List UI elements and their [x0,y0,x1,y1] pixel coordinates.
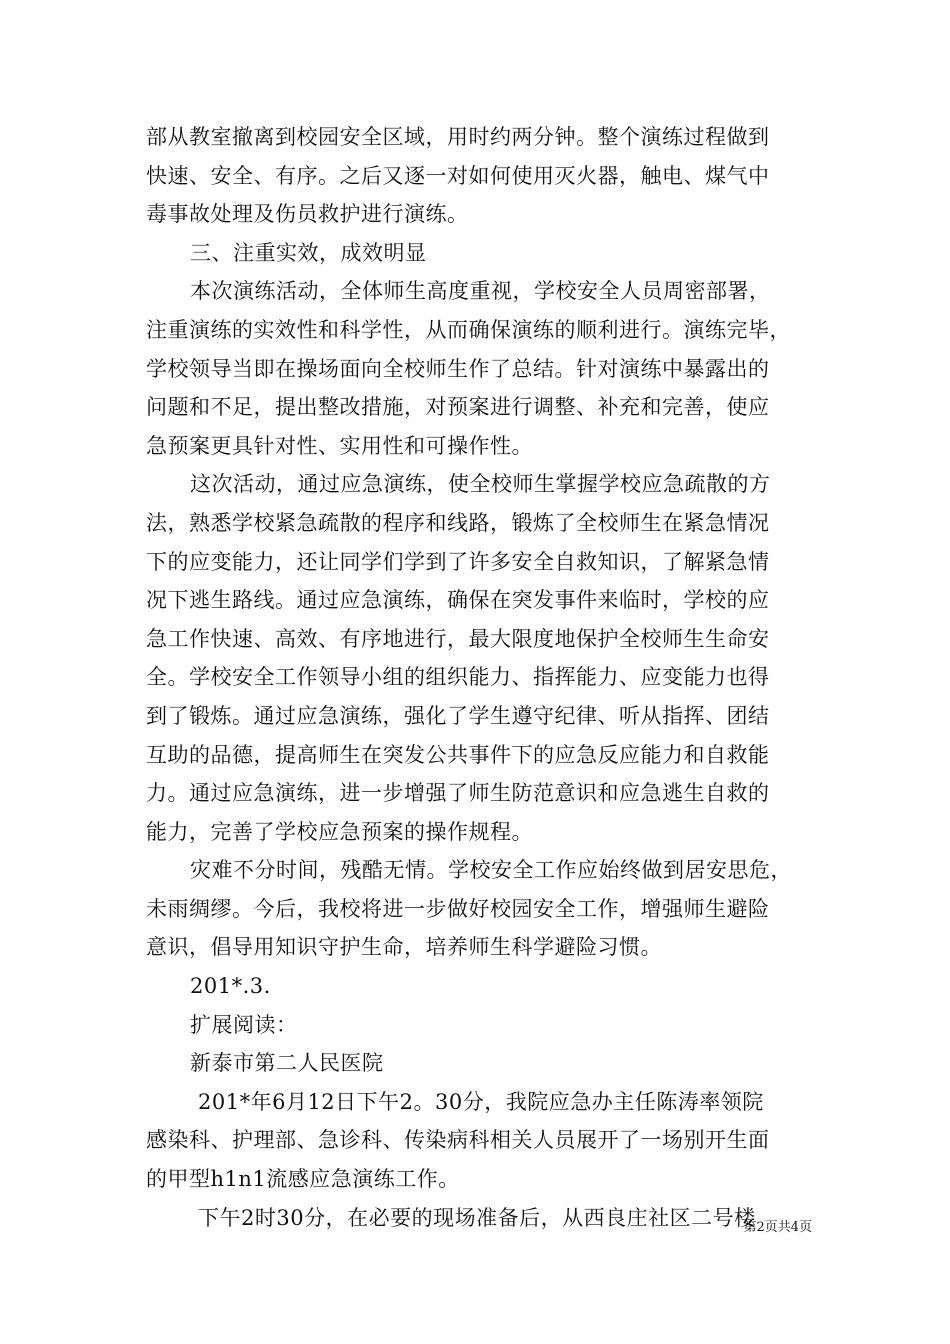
text-line: 快速、安全、有序。之后又逐一对如何使用灭火器，触电、煤气中 [146,163,770,188]
text-line: 201*年6月12日下午2。30分，我院应急办主任陈涛率领院 [198,1089,764,1114]
text-line: 互助的品德，提高师生在突发公共事件下的应急反应能力和自救能 [146,742,770,767]
organization-name: 新泰市第二人民医院 [190,1051,384,1076]
text-line: 况下逃生路线。通过应急演练，确保在突发事件来临时，学校的应 [146,588,770,613]
text-line: 法，熟悉学校紧急疏散的程序和线路，锻炼了全校师生在紧急情况 [146,510,770,535]
text-line: 能力，完善了学校应急预案的操作规程。 [146,819,533,844]
body-text [146,118,810,1237]
text-line: 灾难不分时间，残酷无情。学校安全工作应始终做到居安思危， [190,858,792,883]
text-line: 力。通过应急演练，进一步增强了师生防范意识和应急逃生自救的 [146,781,770,806]
text-line: 急工作快速、高效、有序地进行，最大限度地保护全校师生生命安 [146,626,770,651]
text-line: 下午2时30分，在必要的现场准备后，从西良庄社区二号楼 [198,1205,756,1230]
text-line: 全。学校安全工作领导小组的组织能力、指挥能力、应变能力也得 [146,665,770,690]
section-heading: 三、注重实效，成效明显 [190,240,427,265]
text-line: 部从教室撤离到校园安全区域，用时约两分钟。整个演练过程做到 [146,125,770,149]
text-line: 下的应变能力，还让同学们学到了许多安全自救知识，了解紧急情 [146,549,770,574]
text-line: 这次活动，通过应急演练，使全校师生掌握学校应急疏散的方 [190,472,771,497]
text-line: 未雨绸缪。今后，我校将进一步做好校园安全工作，增强师生避险 [146,896,770,921]
text-line: 的甲型h1n1流感应急演练工作。 [146,1167,460,1192]
page-number-footer: 第2页共4页 [743,1220,812,1235]
text-line: 问题和不足，提出整改措施，对预案进行调整、补充和完善，使应 [146,395,770,420]
text-line: 急预案更具针对性、实用性和可操作性。 [146,433,533,458]
date-line: 201*.3. [190,974,271,999]
text-line: 感染科、护理部、急诊科、传染病科相关人员展开了一场别开生面 [146,1128,770,1153]
text-line: 到了锻炼。通过应急演练，强化了学生遵守纪律、听从指挥、团结 [146,703,770,728]
text-line: 注重演练的实效性和科学性，从而确保演练的顺利进行。演练完毕， [146,317,791,342]
text-line: 本次演练活动，全体师生高度重视，学校安全人员周密部署， [190,279,771,304]
text-line: 毒事故处理及伤员救护进行演练。 [146,202,469,227]
text-line: 意识，倡导用知识守护生命，培养师生科学避险习惯。 [146,935,662,960]
extended-reading-label: 扩展阅读： [190,1012,298,1037]
text-line: 学校领导当即在操场面向全校师生作了总结。针对演练中暴露出的 [146,356,770,381]
